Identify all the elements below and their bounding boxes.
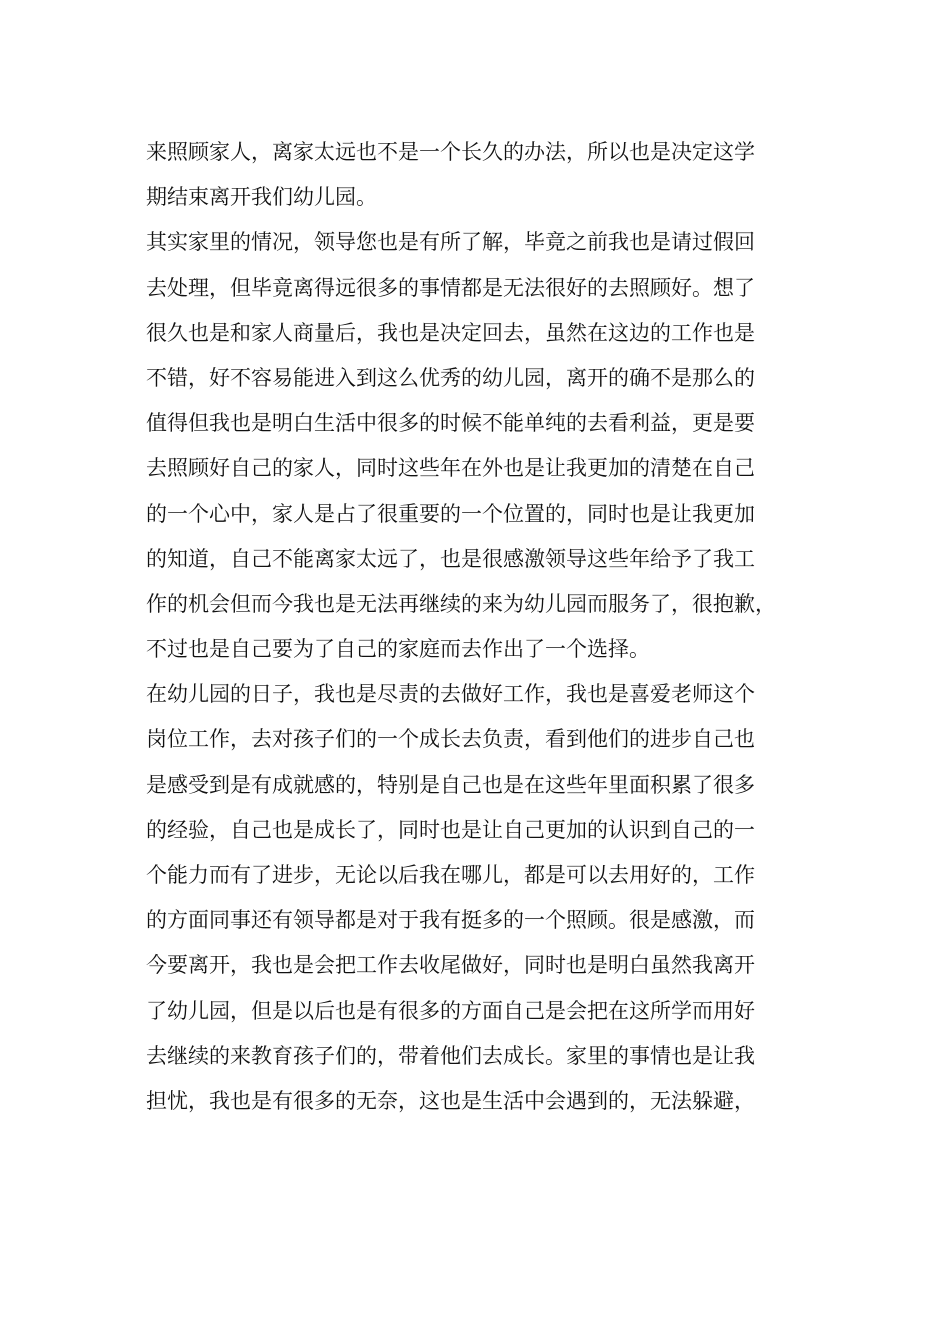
text-line: 期结束离开我们幼儿园。 (146, 185, 377, 210)
text-line: 不过也是自己要为了自己的家庭而去作出了一个选择。 (146, 637, 650, 662)
text-line: 去处理，但毕竟离得远很多的事情都是无法很好的去照顾好。想了 (146, 275, 755, 300)
text-line: 在幼儿园的日子，我也是尽责的去做好工作，我也是喜爱老师这个 (146, 682, 755, 707)
text-line: 值得但我也是明白生活中很多的时候不能单纯的去看利益，更是要 (146, 411, 755, 436)
text-line: 是感受到是有成就感的，特别是自己也是在这些年里面积累了很多 (146, 772, 755, 797)
text-line: 的知道，自己不能离家太远了，也是很感激领导这些年给予了我工 (146, 546, 755, 571)
text-line: 其实家里的情况，领导您也是有所了解，毕竟之前我也是请过假回 (146, 230, 755, 255)
body-text (146, 130, 826, 1124)
text-line: 的方面同事还有领导都是对于我有挺多的一个照顾。很是感激，而 (146, 908, 755, 933)
text-line: 很久也是和家人商量后，我也是决定回去，虽然在这边的工作也是 (146, 320, 755, 345)
text-line: 去继续的来教育孩子们的，带着他们去成长。家里的事情也是让我 (146, 1043, 755, 1068)
text-line: 作的机会但而今我也是无法再继续的来为幼儿园而服务了，很抱歉， (146, 591, 776, 616)
text-line: 个能力而有了进步，无论以后我在哪儿，都是可以去用好的，工作 (146, 863, 755, 887)
text-line: 的经验，自己也是成长了，同时也是让自己更加的认识到自己的一 (146, 817, 755, 842)
text-line: 了幼儿园，但是以后也是有很多的方面自己是会把在这所学而用好 (146, 998, 755, 1023)
text-line: 不错，好不容易能进入到这么优秀的幼儿园，离开的确不是那么的 (146, 365, 755, 390)
text-line: 今要离开，我也是会把工作去收尾做好，同时也是明白虽然我离开 (146, 953, 755, 978)
text-line: 的一个心中，家人是占了很重要的一个位置的，同时也是让我更加 (146, 501, 755, 526)
text-line: 来照顾家人，离家太远也不是一个长久的办法，所以也是决定这学 (146, 140, 755, 164)
text-line: 担忧，我也是有很多的无奈，这也是生活中会遇到的，无法躲避， (146, 1088, 755, 1113)
text-line: 岗位工作，去对孩子们的一个成长去负责，看到他们的进步自己也 (146, 727, 755, 752)
text-line: 去照顾好自己的家人，同时这些年在外也是让我更加的清楚在自己 (146, 456, 755, 481)
